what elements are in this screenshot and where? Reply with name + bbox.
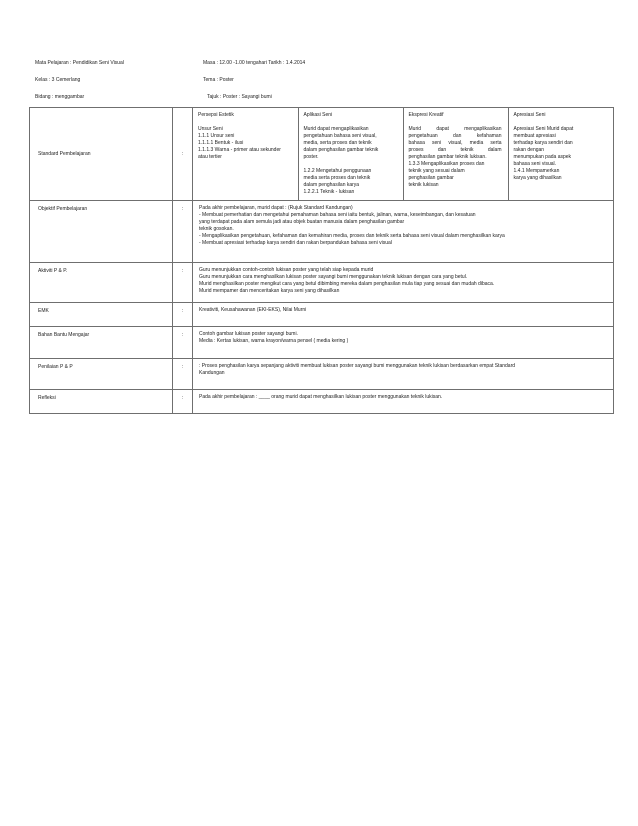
reflection-content bbox=[193, 390, 614, 414]
reflection-label: Refleksi bbox=[30, 390, 173, 414]
class-field: Kelas : 3 Cemerlang bbox=[35, 77, 81, 83]
col-title: Ekspresi Kreatif bbox=[408, 112, 444, 118]
objective-line: teknik gosokan. bbox=[199, 226, 234, 232]
col-line: pengetahuan dan kefahaman bbox=[408, 133, 502, 139]
objective-line: - Membuat apresiasi terhadap karya sendiri dan rakan berpandukan bahasa seni visual bbox=[199, 240, 392, 246]
activity-line: Guru menunjukkan cara menghasilkan lukisan poster sayangi bumi menggunakan teknik lukisan dengan cara yang betul. bbox=[199, 274, 468, 280]
col-line: membuat apresiasi bbox=[513, 133, 556, 139]
col-line: bahasa seni visual, media serta bbox=[408, 140, 502, 146]
assessment-label: Penilaian P & P bbox=[30, 359, 173, 390]
materials-line: Contoh gambar lukisan poster sayangi bumi. bbox=[199, 331, 298, 337]
standard-content bbox=[193, 108, 614, 201]
objective-line: - Mengaplikasikan pengetahuan, kefahaman dan kemahiran media, proses dan teknik serta bahasa seni visual dalam menghasilkan karya bbox=[199, 233, 505, 239]
objective-line: Pada akhir pembelajaran, murid dapat : (Rujuk Standard Kandungan) bbox=[199, 205, 353, 211]
standard-colon: : bbox=[173, 108, 193, 201]
standard-col-aplikasi bbox=[298, 108, 403, 200]
assessment-content bbox=[193, 359, 614, 390]
objective-content bbox=[193, 201, 614, 263]
col-title: Aplikasi Seni bbox=[303, 112, 333, 118]
col-line: penghasilan gambar bbox=[408, 175, 454, 181]
col-line: dalam penghasilan gambar teknik bbox=[303, 147, 379, 153]
activity-colon: : bbox=[173, 263, 193, 303]
col-line: Murid dapat mengaplikasikan bbox=[303, 126, 369, 132]
assessment-row bbox=[30, 359, 614, 390]
materials-line: Media : Kertas lukisan, warna krayon/warna pensel ( media kering ) bbox=[199, 338, 349, 344]
materials-label: Bahan Bantu Mengajar bbox=[30, 327, 173, 359]
assessment-line: : Proses penghasilan karya sepanjang aktiviti membuat lukisan poster sayangi bumi menggunakan teknik lukisan berdasarkan empat Standard bbox=[199, 363, 516, 369]
col-line: 1.1.1.1 Bentuk - ilusi bbox=[198, 140, 244, 146]
col-line: atau tertier bbox=[198, 154, 222, 160]
col-line: menumpukan pada aspek bbox=[513, 154, 572, 160]
col-line: rakan dengan bbox=[513, 147, 545, 153]
standard-col-apresiasi bbox=[508, 108, 613, 200]
activity-line: Murid menghasilkan poster mengikut cara yang betul dibimbing mereka dalam penghasilan mula tiap yang sesuai dan mudah dibaca. bbox=[199, 281, 495, 287]
col-line: 1.4.1 Mempamerkan bbox=[513, 168, 560, 174]
lesson-plan-table bbox=[29, 107, 614, 414]
objective-row bbox=[30, 201, 614, 263]
materials-colon: : bbox=[173, 327, 193, 359]
col-line: penghasilan gambar teknik lukisan. bbox=[408, 154, 487, 160]
emk-label: EMK bbox=[30, 303, 173, 327]
col-line: 1.2.2.1 Teknik - lukisan bbox=[303, 189, 355, 195]
objective-line: - Membuat pemerhatian dan mengetahui pemahaman bahasa seni iaitu bentuk, jalinan, warna, keseimbangan, dan kesatuan bbox=[199, 212, 476, 218]
col-line: bahasa seni visual. bbox=[513, 161, 557, 167]
col-line: poster. bbox=[303, 154, 319, 160]
standard-label: Standard Pembelajaran bbox=[30, 108, 173, 201]
assessment-colon: : bbox=[173, 359, 193, 390]
assessment-line: Kandungan bbox=[199, 370, 225, 376]
col-line: teknik yang sesuai dalam bbox=[408, 168, 465, 174]
col-line: 1.1.1 Unsur seni bbox=[198, 133, 235, 139]
activity-line: Guru menunjukkan contoh-contoh lukisan poster yang telah siap kepada murid bbox=[199, 267, 374, 273]
theme-field: Tema : Poster bbox=[203, 77, 234, 83]
col-line: teknik lukisan bbox=[408, 182, 439, 188]
subject-field: Mata Pelajaran : Pendidikan Seni Visual bbox=[35, 60, 124, 66]
activity-content bbox=[193, 263, 614, 303]
col-line: proses dan teknik dalam bbox=[408, 147, 502, 153]
materials-content bbox=[193, 327, 614, 359]
col-line: 1.1.1.3 Warna - primer atau sekunder bbox=[198, 147, 281, 153]
col-line: Apresiasi Seni Murid dapat bbox=[513, 126, 574, 132]
emk-colon: : bbox=[173, 303, 193, 327]
objective-colon: : bbox=[173, 201, 193, 263]
reflection-colon: : bbox=[173, 390, 193, 414]
col-line: 1.2.2 Mengetahui penggunaan bbox=[303, 168, 372, 174]
col-line: media serta proses dan teknik bbox=[303, 175, 371, 181]
col-line: Murid dapat mengaplikasikan bbox=[408, 126, 502, 132]
emk-line: Kreativiti, Keusahawanan (EKI-EKS), Nilai Murni bbox=[199, 307, 307, 313]
reflection-row bbox=[30, 390, 614, 414]
emk-content bbox=[193, 303, 614, 327]
col-title: Apresiasi Seni bbox=[513, 112, 546, 118]
objective-line: yang terdapat pada alam semula jadi atau objek buatan manusia dalam penghasilan gambar bbox=[199, 219, 405, 225]
activity-row bbox=[30, 263, 614, 303]
activity-line: Murid mempamer dan menceritakan karya seni yang dihasilkan bbox=[199, 288, 340, 294]
standard-subtable bbox=[193, 108, 613, 200]
objective-label: Objektif Pembelajaran bbox=[30, 201, 173, 263]
col-line: terhadap karya sendiri dan bbox=[513, 140, 573, 146]
col-line: Unsur Seni bbox=[198, 126, 223, 132]
standard-row bbox=[30, 108, 614, 201]
col-line: dalam penghasilan karya bbox=[303, 182, 360, 188]
materials-row bbox=[30, 327, 614, 359]
col-line: pengetahuan bahasa seni visual, bbox=[303, 133, 377, 139]
standard-col-ekspresi bbox=[403, 108, 508, 200]
col-line: 1.3.3 Mengaplikasikan proses dan bbox=[408, 161, 485, 167]
col-title: Persepsi Estetik bbox=[198, 112, 234, 118]
time-date-field: Masa : 12.00 -1.00 tengahari Tarikh : 1.4.2014 bbox=[203, 60, 306, 66]
reflection-line: Pada akhir pembelajaran : ____ orang murid dapat menghasilkan lukisan poster menggunakan teknik lukisan. bbox=[199, 394, 443, 400]
standard-col-persepsi bbox=[193, 108, 298, 200]
col-line: media, serta proses dan teknik bbox=[303, 140, 372, 146]
col-line: karya yang dihasilkan bbox=[513, 175, 562, 181]
topic-field: Tajuk : Poster : Sayangi bumi bbox=[207, 94, 272, 100]
activity-label: Aktiviti P & P. bbox=[30, 263, 173, 303]
emk-row bbox=[30, 303, 614, 327]
field-field: Bidang : menggambar bbox=[35, 94, 85, 100]
